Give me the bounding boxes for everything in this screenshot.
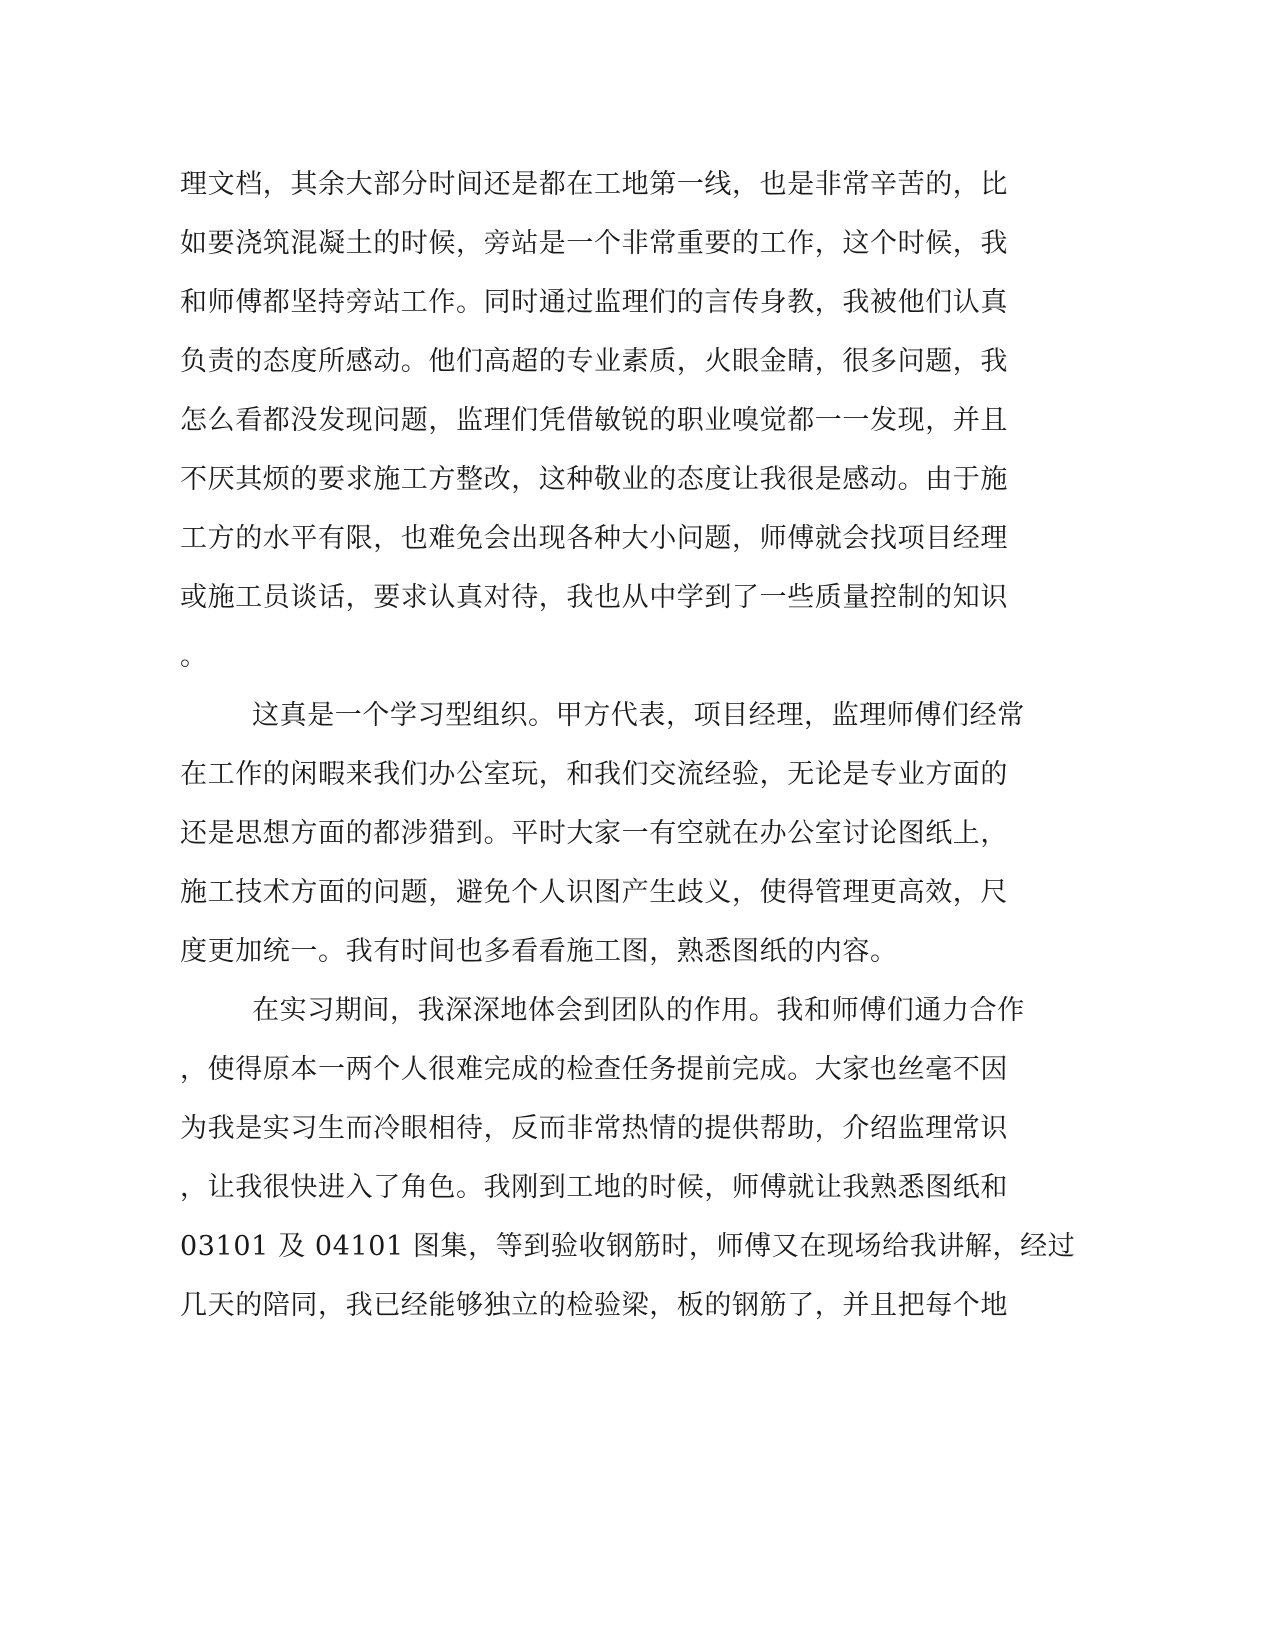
text-line: 工方的水平有限，也难免会出现各种大小问题，师傅就会找项目经理 <box>180 523 1008 554</box>
text-line: 负责的态度所感动。他们高超的专业素质，火眼金睛，很多问题，我 <box>180 346 1008 377</box>
paragraph-start-line: 在实习期间，我深深地体会到团队的作用。我和师傅们通力合作 <box>252 995 1025 1026</box>
text-line: 理文档，其余大部分时间还是都在工地第一线，也是非常辛苦的，比 <box>180 169 1008 200</box>
text-line: 度更加统一。我有时间也多看看施工图，熟悉图纸的内容。 <box>180 936 898 967</box>
text-line: ，使得原本一两个人很难完成的检查任务提前完成。大家也丝毫不因 <box>180 1054 1008 1085</box>
text-line: 不厌其烦的要求施工方整改，这种敬业的态度让我很是感动。由于施 <box>180 464 1008 495</box>
text-line: 还是思想方面的都涉猎到。平时大家一有空就在办公室讨论图纸上， <box>180 818 1008 849</box>
text-line: 几天的陪同，我已经能够独立的检验梁，板的钢筋了，并且把每个地 <box>180 1290 1008 1321</box>
body-text <box>180 155 1076 1335</box>
text-line: 施工技术方面的问题，避免个人识图产生歧义，使得管理更高效，尺 <box>180 877 1008 908</box>
text-line: 为我是实习生而冷眼相待，反而非常热情的提供帮助，介绍监理常识 <box>180 1113 1008 1144</box>
text-line: 怎么看都没发现问题，监理们凭借敏锐的职业嗅觉都一一发现，并且 <box>180 405 1008 436</box>
text-line: ，让我很快进入了角色。我刚到工地的时候，师傅就让我熟悉图纸和 <box>180 1172 1008 1203</box>
text-line: 如要浇筑混凝土的时候，旁站是一个非常重要的工作，这个时候，我 <box>180 228 1008 259</box>
text-line: 在工作的闲暇来我们办公室玩，和我们交流经验，无论是专业方面的 <box>180 759 1008 790</box>
text-line: 03101 及 04101 图集，等到验收钢筋时，师傅又在现场给我讲解，经过 <box>180 1231 1076 1262</box>
text-line: 或施工员谈话，要求认真对待，我也从中学到了一些质量控制的知识 <box>180 582 1008 613</box>
text-line: 。 <box>180 641 208 672</box>
text-line: 和师傅都坚持旁站工作。同时通过监理们的言传身教，我被他们认真 <box>180 287 1008 318</box>
paragraph-start-line: 这真是一个学习型组织。甲方代表，项目经理，监理师傅们经常 <box>252 700 1025 731</box>
